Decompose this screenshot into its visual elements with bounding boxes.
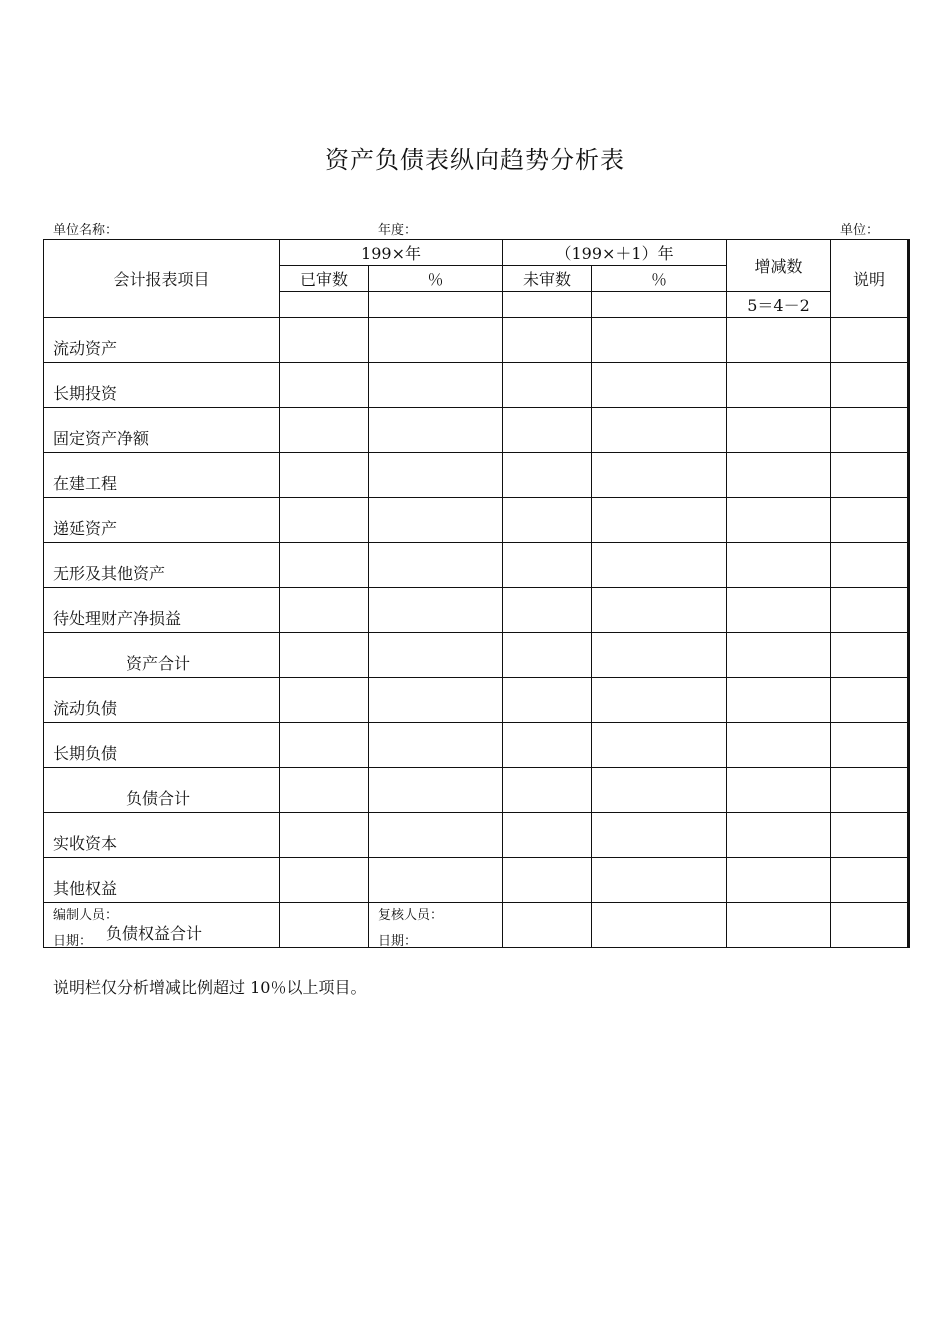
table-cell: [831, 633, 909, 678]
table-cell: [369, 318, 503, 363]
row-label-text: 待处理财产净损益: [53, 609, 182, 628]
table-cell: [503, 768, 592, 813]
table-cell: [280, 408, 369, 453]
unit-name-label: 单位名称：: [53, 223, 119, 238]
table-cell: [592, 318, 727, 363]
table-row: [44, 408, 909, 453]
table-cell: [727, 723, 831, 768]
table-cell: [503, 453, 592, 498]
table-cell: [503, 408, 592, 453]
header-year1: 199×年: [280, 240, 503, 266]
row-label: [44, 588, 280, 633]
year-label: 年度：: [378, 223, 418, 238]
table-cell: [727, 768, 831, 813]
row-label: [44, 768, 280, 813]
row-label: [44, 543, 280, 588]
table-cell: [369, 588, 503, 633]
row-label-text: 流动资产: [53, 339, 118, 358]
table-cell: [280, 543, 369, 588]
table-cell: [727, 903, 831, 948]
table-row: [44, 588, 909, 633]
table-cell: [727, 498, 831, 543]
header-blank-cell: [369, 292, 503, 318]
table-cell: [592, 543, 727, 588]
table-cell: [280, 858, 369, 903]
row-label-text: 长期负债: [53, 744, 118, 763]
table-row: [44, 363, 909, 408]
table-cell: [831, 813, 909, 858]
table-row: [44, 723, 909, 768]
table-cell: [592, 363, 727, 408]
header-percent1: ％: [369, 266, 503, 292]
table-cell: [503, 633, 592, 678]
table-cell: [369, 408, 503, 453]
table-cell: [831, 408, 909, 453]
table-cell: [831, 318, 909, 363]
table-cell: [369, 363, 503, 408]
table-cell: [592, 633, 727, 678]
table-cell: [280, 588, 369, 633]
table-cell: [831, 588, 909, 633]
table-cell: [592, 768, 727, 813]
row-label: [44, 318, 280, 363]
table-cell: [503, 588, 592, 633]
table-cell: [503, 543, 592, 588]
row-label: [44, 858, 280, 903]
row-label-text: 负债权益合计: [106, 924, 203, 943]
table-cell: [369, 858, 503, 903]
preparer-label: 编制人员：: [53, 908, 119, 923]
table-cell: [280, 318, 369, 363]
table-cell: [503, 813, 592, 858]
table-cell: [280, 723, 369, 768]
table-row: [44, 813, 909, 858]
date-label-2: 日期：: [378, 934, 418, 949]
row-label: [44, 363, 280, 408]
unit-label: 单位：: [840, 223, 880, 238]
table-cell: [503, 723, 592, 768]
table-cell: [503, 498, 592, 543]
table-cell: [280, 363, 369, 408]
table-cell: [369, 633, 503, 678]
table-cell: [727, 453, 831, 498]
table-row: [44, 543, 909, 588]
table-cell: [727, 858, 831, 903]
table-cell: [727, 678, 831, 723]
table-cell: [280, 498, 369, 543]
table-cell: [369, 498, 503, 543]
table-cell: [727, 408, 831, 453]
table-cell: [592, 408, 727, 453]
header-unaudited: 未审数: [503, 266, 592, 292]
table-cell: [369, 813, 503, 858]
table-cell: [503, 318, 592, 363]
table-cell: [503, 858, 592, 903]
row-label-text: 递延资产: [53, 519, 118, 538]
row-label: [44, 498, 280, 543]
table-cell: [503, 363, 592, 408]
table-cell: [280, 903, 369, 948]
header-formula: 5＝4－2: [727, 292, 831, 318]
header-blank-cell: [503, 292, 592, 318]
row-label: [44, 723, 280, 768]
table-cell: [369, 453, 503, 498]
table-cell: [592, 498, 727, 543]
table-row: [44, 678, 909, 723]
row-label: [44, 813, 280, 858]
table-row: [44, 318, 909, 363]
table-cell: [369, 678, 503, 723]
table-cell: [727, 543, 831, 588]
row-label: [44, 633, 280, 678]
row-label-text: 流动负债: [53, 699, 118, 718]
table-cell: [831, 768, 909, 813]
row-label-text: 无形及其他资产: [53, 564, 166, 583]
table-row: [44, 768, 909, 813]
table-cell: [592, 903, 727, 948]
table-cell: [280, 453, 369, 498]
row-label-text: 固定资产净额: [53, 429, 150, 448]
row-label-text: 负债合计: [126, 789, 191, 808]
table-cell: [280, 633, 369, 678]
table-cell: [503, 678, 592, 723]
footnote: 说明栏仅分析增减比例超过 10％以上项目。: [53, 978, 367, 997]
table-cell: [831, 363, 909, 408]
table-cell: [369, 768, 503, 813]
balance-sheet-table: [43, 239, 910, 948]
header-year2: （199×＋1）年: [503, 240, 727, 266]
page-title: 资产负债表纵向趋势分析表: [325, 146, 625, 174]
table-cell: [369, 723, 503, 768]
row-label: [44, 453, 280, 498]
table-row: [44, 858, 909, 903]
table-cell: [280, 678, 369, 723]
header-blank-cell: [592, 292, 727, 318]
table-cell: [592, 588, 727, 633]
table-cell: [592, 813, 727, 858]
table-cell: [831, 498, 909, 543]
table-cell: [592, 858, 727, 903]
row-label-text: 其他权益: [53, 879, 118, 898]
date-label-1: 日期：: [53, 934, 93, 949]
table-row: [44, 903, 909, 948]
table-cell: [503, 903, 592, 948]
table-cell: [727, 363, 831, 408]
table-cell: [831, 453, 909, 498]
table-cell: [727, 633, 831, 678]
table-cell: [280, 768, 369, 813]
table-row: [44, 453, 909, 498]
row-label: [44, 408, 280, 453]
table-cell: [727, 318, 831, 363]
header-audited: 已审数: [280, 266, 369, 292]
table-cell: [592, 723, 727, 768]
table-row: [44, 633, 909, 678]
table-cell: [831, 678, 909, 723]
header-change: 增减数: [727, 240, 831, 292]
row-label: [44, 678, 280, 723]
table-cell: [280, 813, 369, 858]
header-note: 说明: [831, 240, 909, 318]
table-cell: [831, 903, 909, 948]
table-cell: [831, 858, 909, 903]
header-item: 会计报表项目: [44, 240, 280, 318]
table-cell: [831, 723, 909, 768]
row-label-text: 实收资本: [53, 834, 118, 853]
table-row: [44, 498, 909, 543]
reviewer-label: 复核人员：: [378, 908, 444, 923]
table-cell: [727, 588, 831, 633]
table-cell: [592, 678, 727, 723]
table-cell: [727, 813, 831, 858]
row-label-text: 资产合计: [126, 654, 191, 673]
row-label-text: 在建工程: [53, 474, 118, 493]
header-percent2: ％: [592, 266, 727, 292]
table-cell: [831, 543, 909, 588]
table-cell: [369, 543, 503, 588]
row-label-text: 长期投资: [53, 384, 118, 403]
header-blank-cell: [280, 292, 369, 318]
table-cell: [592, 453, 727, 498]
